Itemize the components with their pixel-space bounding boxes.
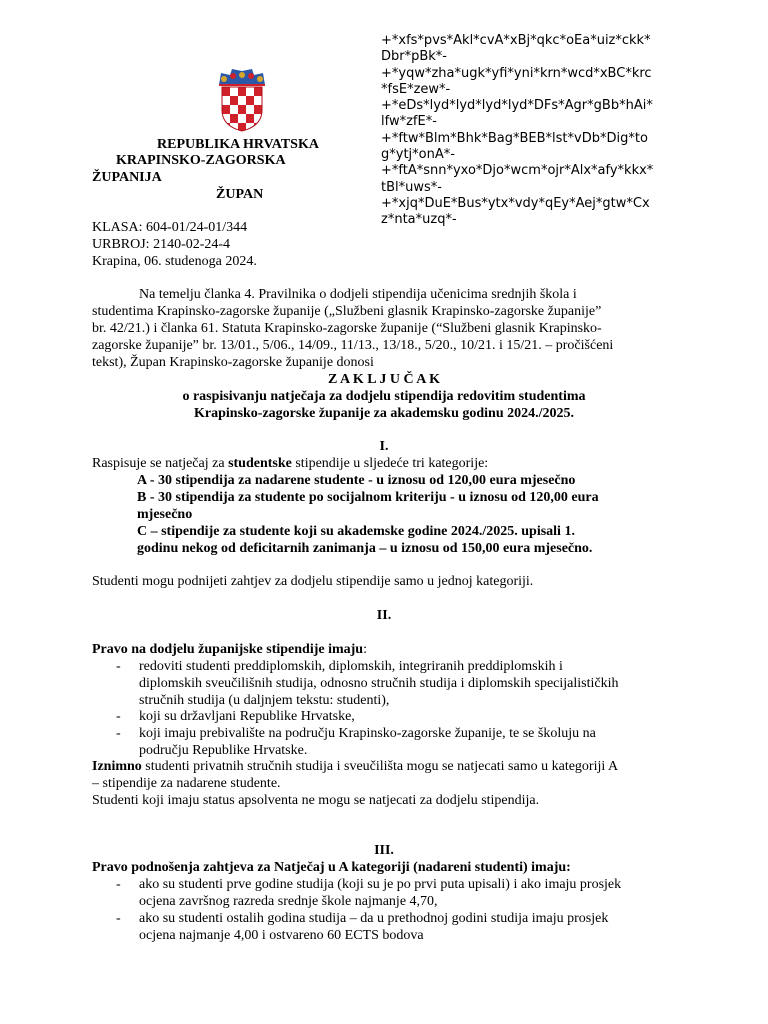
barcode-line: +*ftA*snn*yxo*Djo*wcm*ojr*Alx*afy*kkx* bbox=[381, 163, 654, 179]
bullet-dash: - bbox=[116, 877, 121, 892]
document-subtitle: o raspisivanju natječaja za dodjelu stipendija redovitim studentima bbox=[182, 389, 586, 404]
header-zupan: ŽUPAN bbox=[216, 187, 264, 202]
category-c: C – stipendije za studente koji su akademske godine 2024./2025. upisali 1. bbox=[137, 524, 575, 539]
barcode-line: +*yqw*zha*ugk*yfi*yni*krn*wcd*xBC*krc bbox=[381, 65, 652, 81]
bullet-dash: - bbox=[116, 709, 121, 724]
bullet-text: stručnih studija (u daljnjem tekstu: studenti), bbox=[139, 693, 390, 708]
barcode-text-block bbox=[381, 33, 721, 229]
barcode-line: tBl*uws*- bbox=[381, 179, 442, 195]
intro-line: zagorske županije” br. 13/01., 5/06., 14/09., 11/13., 13/18., 5/20., 10/21. i 15/21. – pročišćeni bbox=[92, 338, 614, 353]
apsolvent-note: Studenti koji imaju status apsolventa ne mogu se natjecati za dodjelu stipendija. bbox=[92, 793, 540, 808]
category-b: B - 30 stipendija za studente po socijalnom kriteriju - u iznosu od 120,00 eura bbox=[137, 490, 599, 505]
section1-lead-bold: studentske bbox=[228, 456, 292, 471]
section1-lead-post: stipendije u sljedeće tri kategorije: bbox=[291, 456, 489, 471]
category-c-cont: godinu nekog od deficitarnih zanimanja – u iznosu od 150,00 eura mjesečno. bbox=[137, 541, 593, 556]
document-title: Z A K L J U Č A K bbox=[327, 372, 441, 387]
bullet-dash: - bbox=[116, 911, 121, 926]
bullet-dash: - bbox=[116, 726, 121, 741]
section-heading-3: III. bbox=[374, 843, 394, 858]
bullet-dash: - bbox=[116, 659, 121, 674]
exception-cont: – stipendije za nadarene studente. bbox=[92, 776, 281, 791]
coat-of-arms bbox=[216, 66, 268, 132]
bullet-text: ocjena najmanje 4,00 i ostvareno 60 ECTS bodova bbox=[139, 928, 424, 943]
category-b-cont: mjesečno bbox=[137, 507, 193, 522]
header-republika: REPUBLIKA HRVATSKA bbox=[157, 137, 319, 152]
checkered-shield bbox=[222, 87, 262, 132]
bullet-text: ako su studenti prve godine studija (koji su je po prvi puta upisali) i ako imaju prosjek bbox=[139, 877, 622, 892]
intro-line: studentima Krapinsko-zagorske županije („Službeni glasnik Krapinsko-zagorske županije” bbox=[92, 304, 602, 319]
section-heading-2: II. bbox=[376, 608, 392, 623]
intro-line: Na temelju članka 4. Pravilnika o dodjeli stipendija učenicima srednjih škola i bbox=[139, 287, 577, 302]
urbroj: URBROJ: 2140-02-24-4 bbox=[92, 237, 231, 252]
bullet-text: redoviti studenti preddiplomskih, diplomskih, integriranih preddiplomskih i bbox=[139, 659, 563, 674]
section-heading-1: I. bbox=[379, 439, 389, 454]
category-a: A - 30 stipendija za nadarene studente - u iznosu od 120,00 eura mjesečno bbox=[137, 473, 576, 488]
intro-line: br. 42/21.) i članka 61. Statuta Krapinsko-zagorske županije (“Službeni glasnik Krapinsko- bbox=[92, 321, 602, 336]
header-krapinsko: KRAPINSKO-ZAGORSKA bbox=[116, 153, 286, 168]
barcode-line: g*ytj*onA*- bbox=[381, 147, 455, 163]
section2-lead-post: : bbox=[363, 642, 367, 657]
barcode-line: +*ftw*Blm*Bhk*Bag*BEB*lst*vDb*Dig*to bbox=[381, 130, 648, 146]
barcode-line: z*nta*uzq*- bbox=[381, 212, 457, 228]
bullet-text: ako su studenti ostalih godina studija – da u prethodnoj godini studija imaju prosjek bbox=[139, 911, 609, 926]
bullet-text: koji imaju prebivalište na području Krapinsko-zagorske županije, te se školuju na bbox=[139, 726, 596, 741]
document-subtitle: Krapinsko-zagorske županije za akademsku godinu 2024./2025. bbox=[194, 406, 574, 421]
section2-lead-bold: Pravo na dodjelu županijske stipendije imaju bbox=[92, 642, 364, 657]
barcode-line: +*xfs*pvs*Akl*cvA*xBj*qkc*oEa*uiz*ckk* bbox=[381, 33, 651, 48]
exception-paragraph bbox=[92, 758, 618, 775]
bullet-text: području Republike Hrvatske. bbox=[139, 743, 308, 758]
exception-bold: Iznimno bbox=[92, 759, 142, 774]
barcode-line: lfw*zfE*- bbox=[381, 114, 437, 130]
crown-icon bbox=[219, 69, 265, 85]
section1-lead bbox=[92, 455, 488, 472]
header-zupanija: ŽUPANIJA bbox=[92, 170, 162, 185]
document-date: Krapina, 06. studenoga 2024. bbox=[92, 254, 257, 269]
exception-text: studenti privatnih stručnih studija i sveučilišta mogu se natjecati samo u kategoriji A bbox=[141, 759, 619, 774]
bullet-text: koji su državljani Republike Hrvatske, bbox=[139, 709, 355, 724]
klasa: KLASA: 604-01/24-01/344 bbox=[92, 220, 248, 235]
barcode-line: +*xjq*DuE*Bus*ytx*vdy*qEy*Aej*gtw*Cx bbox=[381, 195, 650, 211]
bullet-text: ocjena završnog razreda srednje škole najmanje 4,70, bbox=[139, 894, 438, 909]
section1-lead-pre: Raspisuje se natječaj za bbox=[92, 456, 229, 471]
section1-note: Studenti mogu podnijeti zahtjev za dodjelu stipendije samo u jednoj kategoriji. bbox=[92, 574, 534, 589]
barcode-line: *fsE*zew*- bbox=[381, 81, 451, 97]
section2-lead bbox=[92, 641, 367, 658]
barcode-line: +*eDs*lyd*lyd*lyd*lyd*DFs*Agr*gBb*hAi* bbox=[381, 98, 653, 114]
bullet-text: diplomskih sveučilišnih studija, odnosno stručnih studija i diplomskih specijalističkih bbox=[139, 676, 619, 691]
intro-line: tekst), Župan Krapinsko-zagorske županije donosi bbox=[92, 355, 374, 370]
barcode-line: Dbr*pBk*- bbox=[381, 49, 447, 65]
section3-lead: Pravo podnošenja zahtjeva za Natječaj u A kategoriji (nadareni studenti) imaju: bbox=[92, 860, 571, 875]
